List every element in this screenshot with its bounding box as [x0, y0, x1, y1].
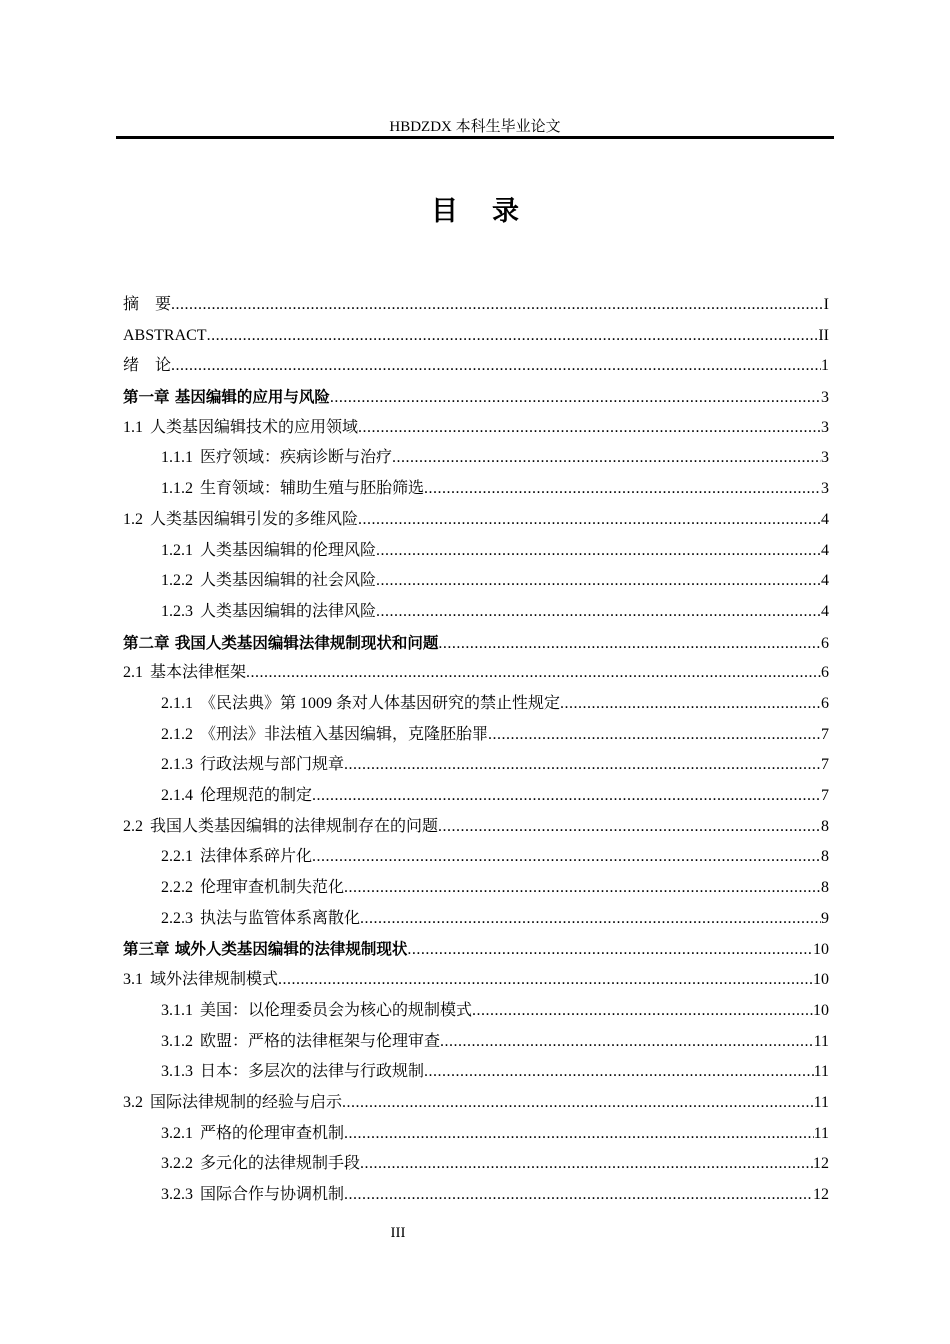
- toc-entry-label: [161, 1149, 360, 1180]
- toc-entry-text: 多元化的法律规制手段: [200, 1155, 361, 1173]
- toc-entry-number: 2.1.2: [161, 725, 193, 743]
- toc-entry-label: [161, 750, 344, 781]
- toc-entry-label: [161, 474, 424, 505]
- toc-entry-label: [161, 566, 376, 597]
- toc-entry-label: [123, 290, 171, 321]
- toc-entry[interactable]: [123, 812, 829, 843]
- toc-entry[interactable]: [123, 290, 829, 321]
- toc-entry-page: 12: [813, 1185, 829, 1203]
- toc-entry-label: [161, 842, 312, 873]
- toc-dot-leader: [358, 505, 821, 536]
- toc-entry-label: [123, 351, 171, 382]
- toc-dot-leader: [376, 536, 821, 567]
- toc-entry-page: 9: [821, 909, 829, 927]
- toc-entry-label: [123, 658, 246, 689]
- table-of-contents: [123, 290, 829, 1211]
- toc-entry-text: ABSTRACT: [123, 326, 207, 344]
- toc-entry-text: 人类基因编辑引发的多维风险: [150, 510, 359, 528]
- toc-dot-leader: [438, 629, 821, 659]
- toc-entry-text: 人类基因编辑的法律风险: [200, 602, 377, 620]
- toc-entry-text: 行政法规与部门规章: [200, 756, 345, 774]
- toc-dot-leader: [438, 812, 821, 843]
- toc-entry-text: 人类基因编辑的社会风险: [200, 572, 377, 590]
- toc-entry[interactable]: [123, 505, 829, 536]
- toc-dot-leader: [278, 965, 813, 996]
- toc-dot-leader: [360, 1149, 813, 1180]
- toc-entry-text: 第三章 域外人类基因编辑的法律规制现状: [123, 940, 408, 959]
- toc-entry-text: 美国：以伦理委员会为核心的规制模式: [200, 1001, 473, 1019]
- toc-dot-leader: [440, 1027, 814, 1058]
- toc-entry-number: 3.2: [123, 1093, 143, 1111]
- toc-dot-leader: [358, 413, 821, 444]
- toc-entry-label: [123, 382, 330, 413]
- toc-entry[interactable]: [123, 965, 829, 996]
- toc-entry-text: 基本法律框架: [150, 664, 247, 682]
- toc-entry-label: [123, 505, 358, 536]
- toc-entry-number: 2.1.4: [161, 787, 193, 804]
- toc-entry-text: 域外法律规制模式: [150, 971, 279, 989]
- toc-entry-number: 1.1.1: [161, 449, 193, 467]
- toc-entry-page: 3: [821, 389, 829, 407]
- toc-dot-leader: [330, 383, 821, 413]
- toc-dot-leader: [312, 781, 821, 812]
- toc-dot-leader: [342, 1088, 814, 1119]
- toc-entry-page: 1: [821, 357, 829, 375]
- toc-dot-leader: [392, 443, 821, 474]
- toc-entry-text: 绪 论: [123, 357, 172, 375]
- toc-entry-page: II: [818, 326, 829, 344]
- toc-entry-page: 4: [821, 602, 829, 620]
- toc-entry-page: 6: [821, 664, 829, 682]
- toc-entry-text: 法律体系碎片化: [200, 848, 313, 866]
- toc-entry-text: 严格的伦理审查机制: [200, 1124, 345, 1142]
- toc-entry-page: 11: [813, 1093, 829, 1111]
- toc-entry-label: [161, 689, 560, 720]
- toc-entry-page: 6: [821, 634, 829, 652]
- toc-title: 目录: [431, 196, 553, 227]
- toc-entry[interactable]: [123, 1119, 829, 1150]
- toc-dot-leader: [312, 842, 821, 873]
- toc-dot-leader: [424, 474, 821, 505]
- toc-entry-page: 8: [821, 817, 829, 835]
- toc-entry-text: 欧盟：严格的法律框架与伦理审查: [200, 1032, 441, 1050]
- toc-entry-page: 12: [813, 1155, 829, 1173]
- toc-entry-page: 3: [821, 480, 829, 498]
- toc-entry-page: 7: [821, 756, 829, 774]
- toc-entry-text: 日本：多层次的法律与行政规制: [200, 1063, 425, 1081]
- toc-entry-text: 《民法典》第 1009 条对人体基因研究的禁止性规定: [200, 694, 561, 712]
- toc-entry-label: [161, 1180, 344, 1211]
- header-rule: [116, 136, 834, 139]
- toc-dot-leader: [488, 720, 821, 751]
- toc-entry-number: 2.2.2: [161, 879, 193, 897]
- toc-entry-number: 1.2.3: [161, 602, 193, 620]
- toc-entry[interactable]: [123, 750, 829, 781]
- toc-entry-label: [161, 1119, 344, 1150]
- toc-entry-text: 人类基因编辑技术的应用领域: [150, 418, 359, 436]
- toc-entry[interactable]: [123, 597, 829, 628]
- toc-entry[interactable]: [123, 904, 829, 935]
- toc-entry[interactable]: [123, 996, 829, 1027]
- toc-entry[interactable]: [123, 321, 829, 352]
- toc-entry[interactable]: [123, 1088, 829, 1119]
- toc-entry[interactable]: [123, 720, 829, 751]
- toc-entry-number: 2.1.3: [161, 756, 193, 774]
- toc-entry-page: 7: [821, 787, 829, 804]
- toc-entry-label: [161, 720, 488, 751]
- toc-entry-text: 生育领域：辅助生殖与胚胎筛选: [200, 480, 425, 498]
- toc-entry[interactable]: [123, 689, 829, 720]
- toc-dot-leader: [344, 750, 821, 781]
- toc-entry-label: [123, 413, 358, 444]
- toc-entry[interactable]: [123, 658, 829, 689]
- toc-entry-page: 8: [821, 848, 829, 866]
- toc-entry[interactable]: [123, 842, 829, 873]
- toc-entry-number: 2.2.3: [161, 909, 193, 927]
- toc-dot-leader: [376, 566, 821, 597]
- toc-entry-page: 3: [821, 418, 829, 436]
- toc-dot-leader: [207, 321, 819, 352]
- toc-entry-page: 8: [821, 879, 829, 897]
- toc-entry-number: 2.1: [123, 664, 143, 682]
- toc-entry-page: 10: [813, 1001, 829, 1019]
- toc-entry-page: 11: [813, 1124, 829, 1142]
- toc-entry-page: 4: [821, 510, 829, 528]
- toc-entry-text: 国际合作与协调机制: [200, 1185, 345, 1203]
- toc-entry[interactable]: [123, 536, 829, 567]
- toc-entry-page: 6: [821, 694, 829, 712]
- toc-entry-label: [161, 1057, 424, 1088]
- toc-entry-page: I: [823, 296, 829, 313]
- toc-entry-number: 3.2.2: [161, 1155, 193, 1173]
- toc-entry[interactable]: [123, 443, 829, 474]
- toc-entry-label: [123, 812, 438, 843]
- toc-entry-text: 摘 要: [123, 296, 172, 313]
- toc-entry[interactable]: [123, 351, 829, 382]
- toc-entry-page: 10: [813, 941, 829, 959]
- page-number: III: [390, 1225, 406, 1241]
- toc-entry-page: 11: [813, 1032, 829, 1050]
- toc-entry[interactable]: [123, 628, 829, 659]
- toc-dot-leader: [560, 689, 821, 720]
- toc-entry-number: 3.1.3: [161, 1063, 193, 1081]
- toc-entry[interactable]: [123, 382, 829, 413]
- toc-dot-leader: [424, 1057, 814, 1088]
- toc-dot-leader: [344, 1119, 814, 1150]
- toc-entry-label: [123, 628, 438, 659]
- toc-entry-page: 10: [813, 971, 829, 989]
- toc-entry-label: [161, 873, 344, 904]
- toc-entry-number: 3.2.3: [161, 1185, 193, 1203]
- toc-entry-text: 人类基因编辑的伦理风险: [200, 541, 377, 559]
- toc-entry-page: 3: [821, 449, 829, 467]
- toc-entry-number: 1.2: [123, 510, 143, 528]
- toc-entry-label: [161, 443, 392, 474]
- toc-entry-text: 我国人类基因编辑的法律规制存在的问题: [150, 817, 439, 835]
- toc-entry[interactable]: [123, 474, 829, 505]
- toc-entry-number: 2.2.1: [161, 848, 193, 866]
- toc-entry-text: 伦理规范的制定: [200, 787, 313, 804]
- toc-entry-number: 1.2.2: [161, 572, 193, 590]
- toc-entry-label: [123, 321, 207, 352]
- toc-entry-number: 1.1.2: [161, 480, 193, 498]
- running-header: HBDZDX 本科生毕业论文: [389, 119, 561, 135]
- toc-entry[interactable]: [123, 566, 829, 597]
- toc-entry-text: 医疗领域：疾病诊断与治疗: [200, 449, 393, 467]
- toc-entry-number: 3.1.1: [161, 1001, 193, 1019]
- toc-entry-number: 3.1.2: [161, 1032, 193, 1050]
- toc-entry[interactable]: [123, 1027, 829, 1058]
- toc-dot-leader: [246, 658, 821, 689]
- toc-entry-label: [123, 965, 278, 996]
- toc-entry-label: [161, 996, 472, 1027]
- toc-entry-label: [123, 934, 407, 965]
- toc-entry[interactable]: [123, 1180, 829, 1211]
- toc-entry-page: 11: [813, 1063, 829, 1081]
- toc-dot-leader: [472, 996, 813, 1027]
- toc-entry[interactable]: [123, 781, 829, 812]
- toc-entry-label: [161, 781, 312, 812]
- toc-entry-text: 第二章 我国人类基因编辑法律规制现状和问题: [123, 633, 439, 652]
- toc-entry-label: [161, 904, 360, 935]
- toc-entry[interactable]: [123, 1057, 829, 1088]
- toc-entry[interactable]: [123, 1149, 829, 1180]
- toc-dot-leader: [171, 290, 824, 321]
- toc-entry-text: 《刑法》非法植入基因编辑，克隆胚胎罪: [200, 725, 489, 743]
- toc-entry-label: [161, 1027, 440, 1058]
- toc-dot-leader: [344, 873, 821, 904]
- toc-entry-text: 国际法律规制的经验与启示: [150, 1093, 343, 1111]
- toc-entry-number: 1.1: [123, 418, 143, 436]
- toc-entry-label: [123, 1088, 342, 1119]
- toc-dot-leader: [376, 597, 821, 628]
- toc-entry-text: 执法与监管体系离散化: [200, 909, 361, 927]
- toc-entry-label: [161, 597, 376, 628]
- toc-dot-leader: [344, 1180, 813, 1211]
- toc-entry-number: 1.2.1: [161, 541, 193, 559]
- toc-entry-page: 7: [821, 725, 829, 743]
- toc-entry[interactable]: [123, 873, 829, 904]
- toc-entry-page: 4: [821, 541, 829, 559]
- toc-entry-text: 第一章 基因编辑的应用与风险: [123, 388, 330, 407]
- toc-dot-leader: [360, 904, 821, 935]
- toc-entry-number: 2.2: [123, 817, 143, 835]
- toc-entry-label: [161, 536, 376, 567]
- toc-dot-leader: [171, 351, 821, 382]
- toc-entry-number: 3.1: [123, 971, 143, 989]
- toc-dot-leader: [407, 935, 813, 965]
- toc-entry[interactable]: [123, 413, 829, 444]
- toc-entry-page: 4: [821, 572, 829, 590]
- toc-entry-number: 3.2.1: [161, 1124, 193, 1142]
- toc-entry[interactable]: [123, 934, 829, 965]
- toc-entry-number: 2.1.1: [161, 694, 193, 712]
- toc-entry-text: 伦理审查机制失范化: [200, 879, 345, 897]
